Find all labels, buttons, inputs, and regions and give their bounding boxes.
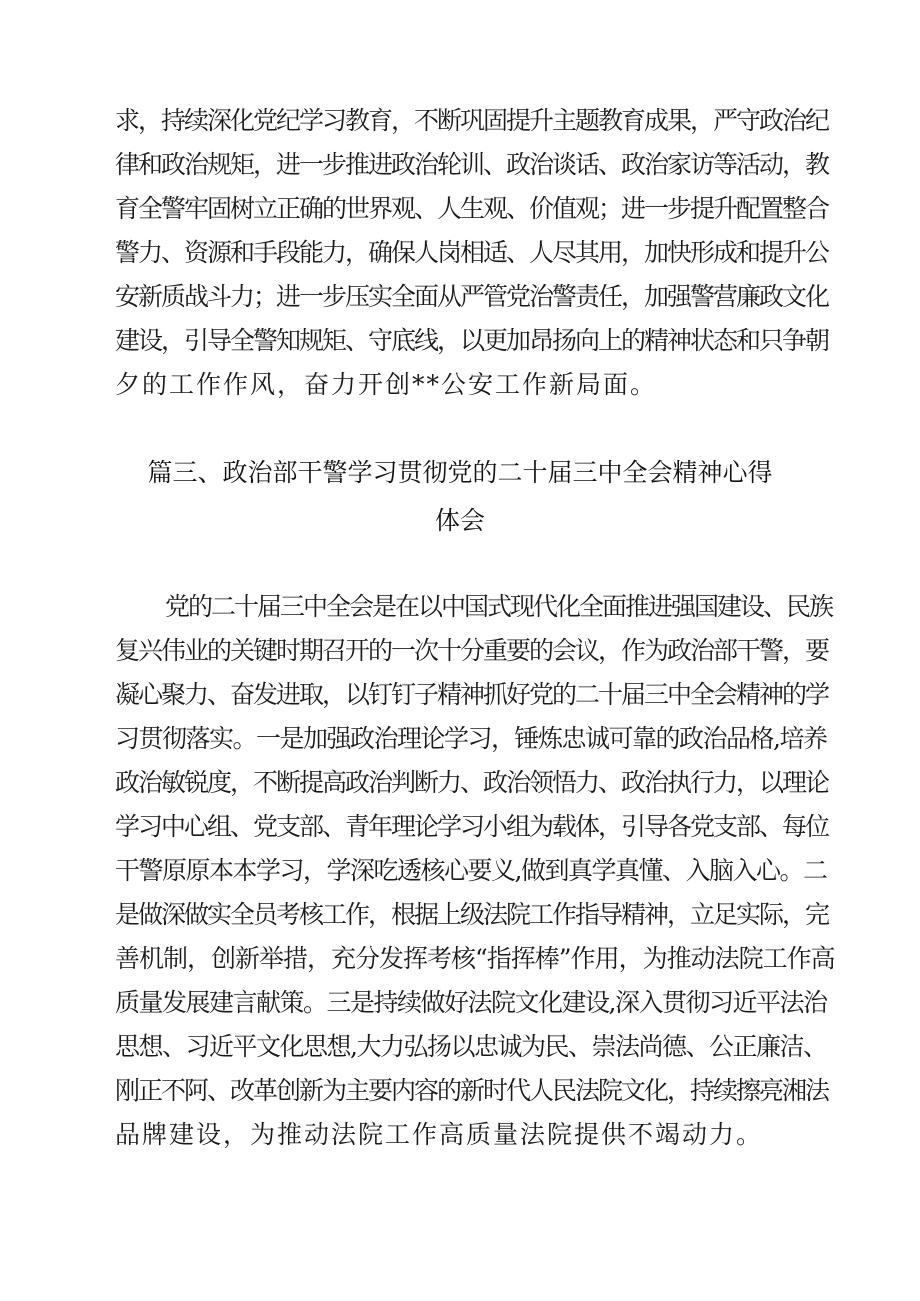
paragraph2-line: 刚正不阿、改革创新为主要内容的新时代人民法院文化，持续擦亮湘法 (115, 1076, 829, 1105)
paragraph1-line: 求，持续深化党纪学习教育，不断巩固提升主题教育成果，严守政治纪 (115, 106, 829, 135)
paragraph2-line: 是做深做实全员考核工作，根据上级法院工作指导精神，立足实际，完 (115, 900, 829, 929)
paragraph2-line: 政治敏锐度，不断提高政治判断力、政治领悟力、政治执行力，以理论 (115, 768, 829, 797)
paragraph2-line: 品牌建设，为推动法院工作高质量法院提供不竭动力。 (115, 1120, 764, 1149)
paragraph2-line: 党的二十届三中全会是在以中国式现代化全面推进强国建设、民族 (165, 592, 833, 621)
paragraph2-line: 习贯彻落实。一是加强政治理论学习，锤炼忠诚可靠的政治品格,培养 (115, 724, 827, 753)
paragraph2-line: 凝心聚力、奋发进取，以钉钉子精神抓好党的二十届三中全会精神的学 (115, 680, 829, 709)
paragraph2-line: 干警原原本本学习，学深吃透核心要义,做到真学真懂、入脑入心。二 (115, 856, 827, 885)
paragraph2-line: 善机制，创新举措，充分发挥考核“指挥棒”作用，为推动法院工作高 (115, 944, 835, 973)
paragraph2-line: 复兴伟业的关键时期召开的一次十分重要的会议，作为政治部干警，要 (115, 636, 829, 665)
paragraph2-line: 思想、习近平文化思想,大力弘扬以忠诚为民、崇法尚德、公正廉洁、 (115, 1032, 827, 1061)
paragraph1-line: 夕的工作作风，奋力开创**公安工作新局面。 (115, 370, 658, 399)
section-heading: 体会 (434, 506, 485, 535)
paragraph1-line: 安新质战斗力；进一步压实全面从严管党治警责任，加强警营廉政文化 (115, 282, 829, 311)
paragraph1-line: 育全警牢固树立正确的世界观、人生观、价值观；进一步提升配置整合 (115, 194, 829, 223)
paragraph2-line: 质量发展建言献策。三是持续做好法院文化建设,深入贯彻习近平法治 (115, 988, 827, 1017)
paragraph1-line: 警力、资源和手段能力，确保人岗相适、人尽其用，加快形成和提升公 (115, 238, 829, 267)
paragraph1-line: 建设，引导全警知规矩、守底线，以更加昂扬向上的精神状态和只争朝 (115, 326, 829, 355)
section-heading: 篇三、政治部干警学习贯彻党的二十届三中全会精神心得 (147, 458, 773, 487)
paragraph2-line: 学习中心组、党支部、青年理论学习小组为载体，引导各党支部、每位 (115, 812, 829, 841)
paragraph1-line: 律和政治规矩，进一步推进政治轮训、政治谈话、政治家访等活动，教 (115, 150, 829, 179)
